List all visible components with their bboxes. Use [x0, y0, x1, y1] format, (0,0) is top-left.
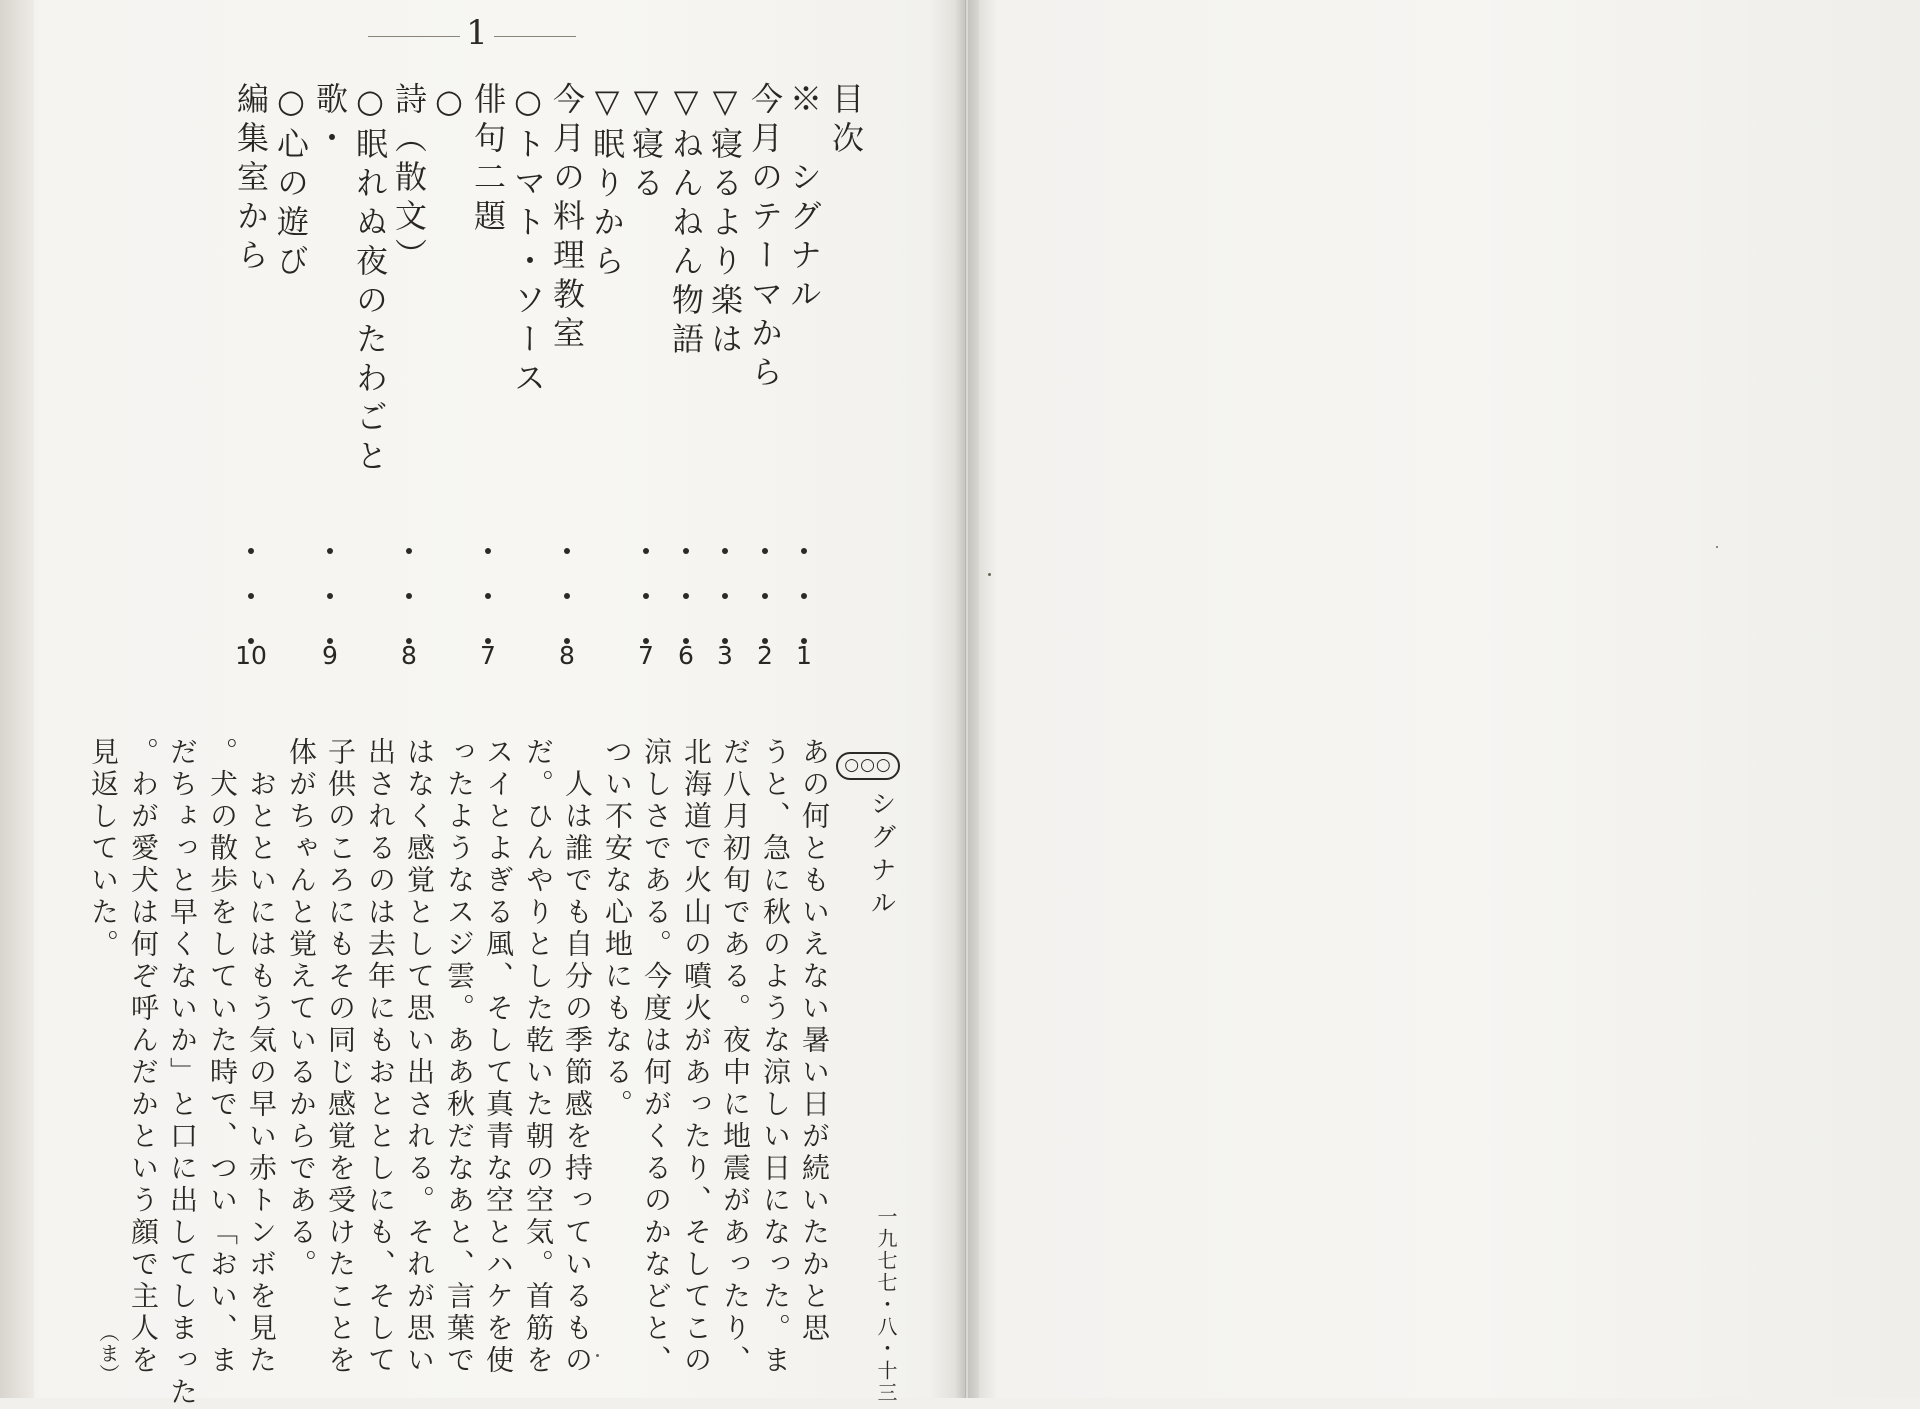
- spine-shadow: [955, 0, 979, 1398]
- toc-entry-page: 7: [638, 641, 654, 670]
- toc-entry-label: 編集室から: [232, 82, 270, 277]
- article-body-line: 子供のころにもその同じ感覚を受けたことを: [324, 737, 357, 1377]
- right-page-blank: [968, 0, 1920, 1398]
- article-body-line: だ八月初旬である。夜中に地震があったり、: [719, 737, 752, 1377]
- page-number: 1: [466, 13, 488, 53]
- article-body-line: 人は誰でも自分の季節感を持っているもの: [561, 737, 594, 1377]
- leader-dot: [801, 593, 807, 599]
- article-body-line: おとといにはもう気の早い赤トンボを見た: [245, 737, 278, 1377]
- article-body-line: 涼しさである。今度は何がくるのかなどと、: [640, 737, 673, 1377]
- paper-speck: [988, 573, 991, 576]
- leader-dot: [801, 548, 807, 554]
- toc-leader-dots: [393, 548, 425, 644]
- article-body-line: ったようなスジ雲。ああ秋だなあと、言葉で: [443, 737, 476, 1377]
- toc-entry-label: ○眠れぬ夜のたわごと: [351, 82, 389, 478]
- toc-leader-dots: [472, 548, 504, 644]
- toc-entry-label: ▽寝る: [627, 82, 665, 205]
- toc-entry-label: 詩（散文）: [390, 82, 428, 277]
- toc-entry-page: 10: [235, 641, 267, 670]
- toc-entry-page: 7: [480, 641, 496, 670]
- toc-entry-page: 9: [322, 641, 338, 670]
- leader-dot: [683, 593, 689, 599]
- article-signature: （ま）: [96, 1322, 120, 1385]
- toc-entry-page: 8: [559, 641, 575, 670]
- toc-entry-label: 今月のテーマから: [746, 82, 784, 394]
- leader-dot: [406, 548, 412, 554]
- toc-entry-page: 6: [678, 641, 694, 670]
- leader-dot: [564, 593, 570, 599]
- leader-dot: [643, 593, 649, 599]
- leader-dot: [722, 548, 728, 554]
- leader-dot: [248, 548, 254, 554]
- article-body-line: だちょっと早くないか」と口に出してしまった: [166, 737, 199, 1409]
- toc-entry-label: ○: [430, 82, 468, 127]
- leader-dot: [327, 548, 333, 554]
- article-body-line: 北海道で火山の噴火があったり、そしてこの: [680, 737, 713, 1377]
- toc-leader-dots: [788, 548, 820, 644]
- article-body-line: だ。ひんやりとした乾いた朝の空気。首筋を: [522, 737, 555, 1377]
- toc-entry-label: ○トマト・ソース: [509, 82, 547, 400]
- article-body-line: あの何ともいえない暑い日が続いたかと思: [798, 737, 831, 1345]
- toc-leader-dots: [551, 548, 583, 644]
- leader-dot: [722, 593, 728, 599]
- article-body-line: 見返していた。: [87, 737, 120, 961]
- toc-entry-label: 俳句二題: [469, 82, 507, 238]
- page-number-rule-left: [368, 36, 460, 37]
- toc-entry-page: 8: [401, 641, 417, 670]
- toc-entry-page: 1: [796, 641, 812, 670]
- leader-dot: [327, 593, 333, 599]
- leader-dot: [762, 548, 768, 554]
- article-date: 一九七七・八・十三: [874, 1206, 898, 1404]
- article-body-line: はなく感覚として思い出される。それが思い: [403, 737, 436, 1377]
- leader-dot: [643, 548, 649, 554]
- leader-dot: [248, 593, 254, 599]
- toc-entry-label: ※ シグナル: [785, 82, 823, 316]
- page-edge: [0, 0, 34, 1398]
- toc-entry-page: 3: [717, 641, 733, 670]
- toc-entry-label: ▽眠りから: [588, 82, 626, 283]
- toc-heading: 目次: [827, 82, 865, 160]
- leader-dot: [564, 548, 570, 554]
- article-body-line: 出されるのは去年にもおととしにも、そして: [364, 737, 397, 1377]
- toc-leader-dots: [630, 548, 662, 644]
- article-body-line: 体がちゃんと覚えているからである。: [285, 737, 318, 1281]
- toc-leader-dots: [749, 548, 781, 644]
- paper-speck: [596, 1354, 599, 1357]
- leader-dot: [485, 548, 491, 554]
- toc-leader-dots: [235, 548, 267, 644]
- article-body-line: スイとよぎる風、そして真青な空とハケを使: [482, 737, 515, 1377]
- page-number-rule-right: [494, 36, 576, 37]
- article-body-line: つい不安な心地にもなる。: [601, 737, 634, 1121]
- toc-entry-label: 今月の料理教室: [548, 82, 586, 355]
- toc-entry-label: ▽ねんねん物語: [667, 82, 705, 361]
- toc-entry-label: ▽寝るより楽は: [706, 82, 744, 361]
- paper-speck: [1716, 546, 1718, 548]
- leader-dot: [485, 593, 491, 599]
- article-body-line: うと、急に秋のような涼しい日になった。ま: [759, 737, 792, 1377]
- toc-leader-dots: [709, 548, 741, 644]
- leader-dot: [406, 593, 412, 599]
- article-body-line: 。犬の散歩をしていた時で、つい「おい、ま: [206, 737, 239, 1377]
- toc-leader-dots: [670, 548, 702, 644]
- toc-entry-label: 歌・: [311, 82, 349, 160]
- column-icon: ○○○: [836, 752, 900, 780]
- article-body-line: 。わが愛犬は何ぞ呼んだかという顔で主人を: [127, 737, 160, 1377]
- article-title: シグナル: [866, 790, 896, 922]
- leader-dot: [683, 548, 689, 554]
- toc-entry-label: ○心の遊び: [272, 82, 310, 283]
- toc-leader-dots: [314, 548, 346, 644]
- toc-entry-page: 2: [757, 641, 773, 670]
- leader-dot: [762, 593, 768, 599]
